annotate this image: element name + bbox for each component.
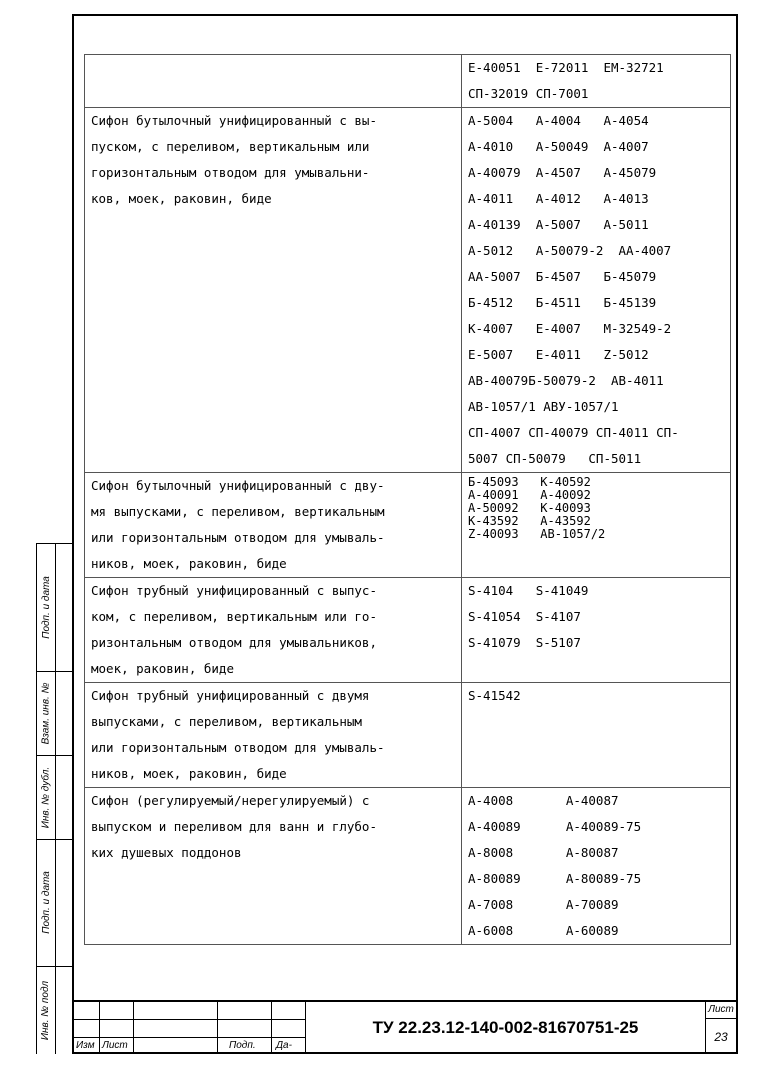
article-codes [462, 788, 731, 945]
table-row [85, 683, 731, 788]
article-codes [462, 473, 731, 578]
sheet-label: Лист [708, 1004, 734, 1015]
code-line: А-7008 А-70089 [468, 897, 619, 912]
article-codes [462, 578, 731, 683]
description-line: выпуском и переливом для ванн и глубо- [91, 819, 377, 834]
code-line: А-5004 А-4004 А-4054 [468, 113, 649, 128]
label-list: Лист [102, 1040, 128, 1051]
description-line: моек, раковин, биде [91, 661, 234, 676]
table-row [85, 788, 731, 945]
code-line: А-40139 А-5007 А-5011 [468, 217, 649, 232]
code-line: СП-32019 СП-7001 [468, 86, 589, 101]
description-line: ких душевых поддонов [91, 845, 242, 860]
code-line: Б-45093 К-40592 [468, 475, 591, 489]
side-label-orig-inv: Инв. № подл [40, 980, 52, 1041]
description-line: выпусками, с переливом, вертикальным [91, 714, 362, 729]
sheet-box [706, 1002, 736, 1054]
code-line: S-4104 S-41049 [468, 583, 589, 598]
description-line: Сифон (регулируемый/нерегулируемый) с [91, 793, 370, 808]
product-description [85, 788, 462, 945]
label-data: Да- [276, 1040, 292, 1051]
code-line: Е-5007 Е-4011 Z-5012 [468, 347, 649, 362]
description-line: ризонтальным отводом для умывальников, [91, 635, 377, 650]
description-line: Сифон трубный унифицированный с двумя [91, 688, 370, 703]
code-line: АВ-40079Б-50079-2 АВ-4011 [468, 373, 664, 388]
code-line: А-40091 А-40092 [468, 488, 591, 502]
side-label-dup-inv: Инв. № дубл. [40, 766, 52, 828]
code-line: А-4008 А-40087 [468, 793, 619, 808]
article-codes [462, 683, 731, 788]
side-label-sign-date-2: Подп. и дата [40, 871, 52, 934]
table-row [85, 55, 731, 108]
description-line: горизонтальным отводом для умывальни- [91, 165, 370, 180]
article-codes [462, 108, 731, 473]
description-line: ком, с переливом, вертикальным или го- [91, 609, 377, 624]
side-label-replace-inv: Взам. инв. № [40, 682, 52, 744]
code-line: А-5012 А-50079-2 АА-4007 [468, 243, 672, 258]
article-codes [462, 55, 731, 108]
description-line: мя выпусками, с переливом, вертикальным [91, 504, 385, 519]
code-line: А-40079 А-4507 А-45079 [468, 165, 657, 180]
code-line: А-4010 А-50049 А-4007 [468, 139, 649, 154]
side-stamp-column [36, 543, 72, 1054]
description-line: ников, моек, раковин, биде [91, 556, 287, 571]
code-line: АВ-1057/1 АВУ-1057/1 [468, 399, 619, 414]
code-line: А-6008 А-60089 [468, 923, 619, 938]
description-line: Сифон трубный унифицированный с выпус- [91, 583, 377, 598]
table-row [85, 108, 731, 473]
description-line: ников, моек, раковин, биде [91, 766, 287, 781]
code-line: А-4011 А-4012 А-4013 [468, 191, 649, 206]
description-line: ков, моек, раковин, биде [91, 191, 272, 206]
code-line: СП-4007 СП-40079 СП-4011 СП- [468, 425, 679, 440]
product-description [85, 578, 462, 683]
side-label-sign-date-1: Подп. и дата [40, 576, 52, 639]
code-line: Б-4512 Б-4511 Б-45139 [468, 295, 657, 310]
label-podp: Подп. [229, 1040, 256, 1051]
code-line: А-8008 А-80087 [468, 845, 619, 860]
description-line: пуском, с переливом, вертикальным или [91, 139, 370, 154]
description-line: Сифон бутылочный унифицированный с вы- [91, 113, 377, 128]
product-description [85, 473, 462, 578]
document-code: ТУ 22.23.12-140-002-81670751-25 [306, 1002, 706, 1054]
product-table [84, 54, 731, 945]
sheet-number: 23 [714, 1030, 728, 1044]
description-line: или горизонтальным отводом для умываль- [91, 740, 385, 755]
code-line: А-40089 А-40089-75 [468, 819, 642, 834]
code-line: АА-5007 Б-4507 Б-45079 [468, 269, 657, 284]
code-line: К-4007 Е-4007 М-32549-2 [468, 321, 672, 336]
code-line: Е-40051 Е-72011 ЕМ-32721 [468, 60, 664, 75]
code-line: S-41542 [468, 688, 521, 703]
product-description [85, 55, 462, 108]
code-line: А-80089 А-80089-75 [468, 871, 642, 886]
code-line: Z-40093 АВ-1057/2 [468, 527, 606, 541]
code-line: К-43592 А-43592 [468, 514, 591, 528]
code-line: S-41054 S-4107 [468, 609, 581, 624]
code-line: S-41079 S-5107 [468, 635, 581, 650]
description-line: или горизонтальным отводом для умываль- [91, 530, 385, 545]
code-line: А-50092 К-40093 [468, 501, 591, 515]
table-row [85, 473, 731, 578]
label-izm: Изм [76, 1040, 95, 1051]
title-block [74, 1000, 736, 1054]
code-line: 5007 СП-50079 СП-5011 [468, 451, 642, 466]
product-description [85, 108, 462, 473]
description-line: Сифон бутылочный унифицированный с дву- [91, 478, 385, 493]
product-description [85, 683, 462, 788]
table-row [85, 578, 731, 683]
